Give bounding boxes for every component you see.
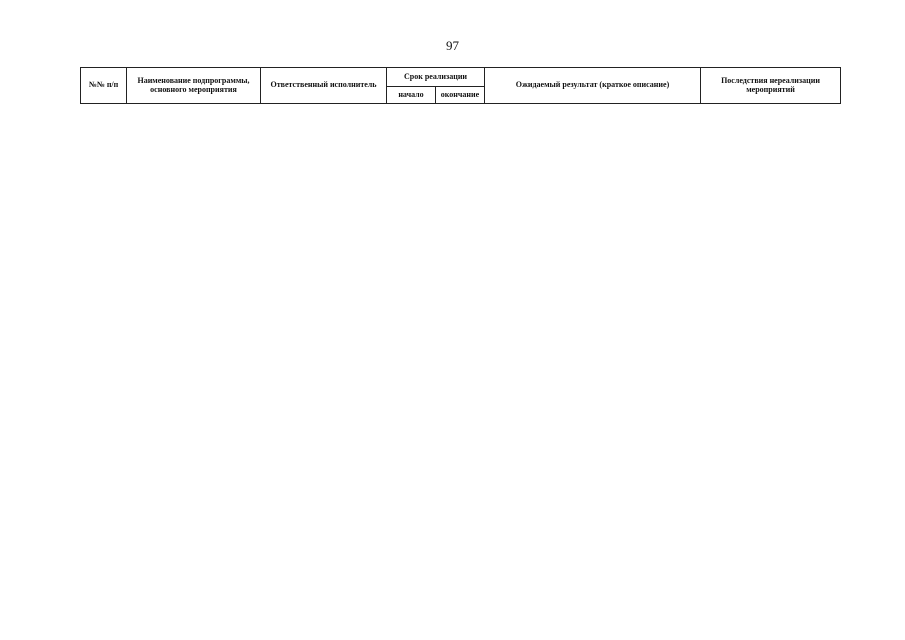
col-header-result: Ожидаемый результат (краткое описание): [485, 68, 701, 104]
col-header-number: №№ п/п: [81, 68, 127, 104]
table-header-row: [81, 68, 841, 87]
program-table: [80, 67, 841, 104]
col-header-end: окончание: [436, 87, 485, 104]
page-number: 97: [446, 38, 459, 53]
col-header-consequences: Последствия нереализации мероприятий: [701, 68, 841, 104]
col-header-period: Срок реализации: [387, 68, 485, 87]
col-header-start: начало: [387, 87, 436, 104]
col-header-executor: Ответственный исполнитель: [261, 68, 387, 104]
col-header-name: Наименование подпрограммы, основного мероприятия: [127, 68, 261, 104]
